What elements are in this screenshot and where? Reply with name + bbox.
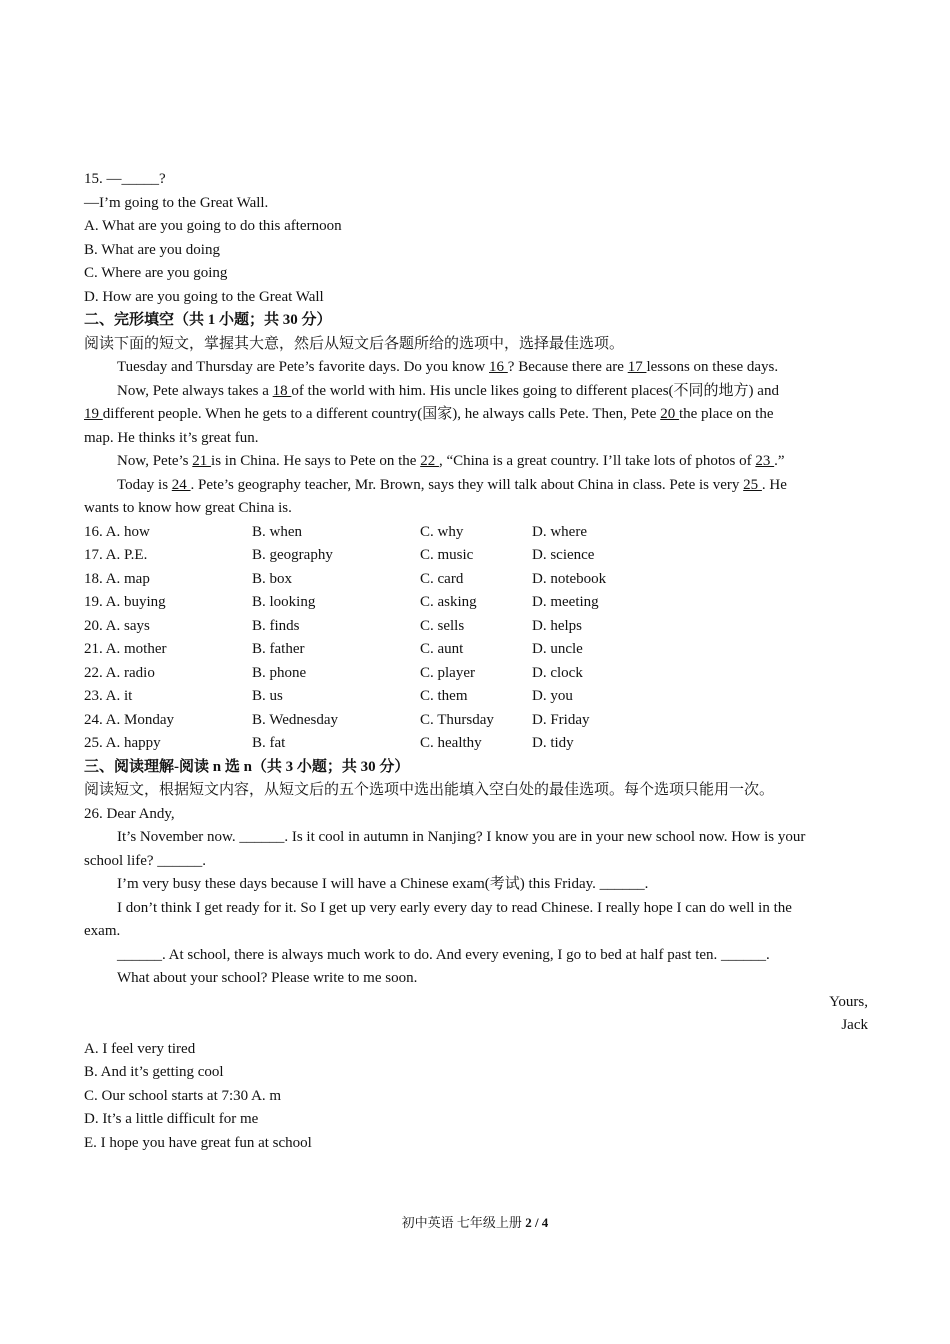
page-footer: 初中英语 七年级上册 2 / 4 xyxy=(401,1215,549,1230)
exam-page xyxy=(84,168,868,1155)
letter-line: exam. xyxy=(84,923,121,939)
letter-closing: Yours, xyxy=(829,993,868,1010)
section2-instruction: 阅读下面的短文，掌握其大意，然后从短文后各题所给的选项中，选择最佳选项。 xyxy=(84,335,625,352)
letter-greeting: 26. Dear Andy, xyxy=(84,805,175,822)
q15-question: 15. —_____? xyxy=(84,171,166,187)
option-row-17: 17. A. P.E. B. geography C. music D. science xyxy=(84,547,595,563)
option-row-21: 21. A. mother B. father C. aunt D. uncle xyxy=(84,641,583,657)
section3-title: 三、阅读理解-阅读 n 选 n（共 3 小题；共 30 分） xyxy=(84,758,410,775)
option-row-24: 24. A. Monday B. Wednesday C. Thursday D. Friday xyxy=(84,711,590,728)
letter-line: I don’t think I get ready for it. So I get up very early every day to read Chinese. I really hope I can do well in the xyxy=(117,899,792,916)
section3-instruction: 阅读短文，根据短文内容，从短文后的五个选项中选出能填入空白处的最佳选项。每个选项只能用一次。 xyxy=(84,782,775,798)
blank-18: 18 xyxy=(272,382,292,399)
letter-option-b: B. And it’s getting cool xyxy=(84,1064,224,1080)
page-number: 2 / 4 xyxy=(525,1215,549,1230)
letter-option-d: D. It’s a little difficult for me xyxy=(84,1111,259,1127)
q15-option-a: A. What are you going to do this afternoon xyxy=(84,218,342,234)
blank-23: 23 xyxy=(755,453,775,469)
q15-option-d: D. How are you going to the Great Wall xyxy=(84,288,324,305)
letter-line: What about your school? Please write to me soon. xyxy=(117,970,418,986)
letter-line: I’m very busy these days because I will have a Chinese exam(考试) this Friday. ______. xyxy=(117,876,649,892)
option-row-19: 19. A. buying B. looking C. asking D. meeting xyxy=(84,594,599,610)
blank-21: 21 xyxy=(192,453,212,469)
option-row-23: 23. A. it B. us C. them D. you xyxy=(84,688,573,704)
option-row-18: 18. A. map B. box C. card D. notebook xyxy=(84,570,607,587)
letter-signature: Jack xyxy=(841,1017,868,1033)
section2-title: 二、完形填空（共 1 小题；共 30 分） xyxy=(84,312,332,328)
option-row-25: 25. A. happy B. fat C. healthy D. tidy xyxy=(84,735,574,751)
blank-25: 25 xyxy=(743,476,762,493)
blank-22: 22 xyxy=(420,453,439,469)
letter-option-a: A. I feel very tired xyxy=(84,1040,196,1057)
blank-24: 24 xyxy=(171,476,191,493)
blank-20: 20 xyxy=(660,406,679,422)
option-row-22: 22. A. radio B. phone C. player D. clock xyxy=(84,664,583,681)
option-row-20: 20. A. says B. finds C. sells D. helps xyxy=(84,617,582,634)
letter-line: It’s November now. ______. Is it cool in autumn in Nanjing? I know you are in your new school now. How is your xyxy=(117,829,806,845)
passage-line: 19 different people. When he gets to a different country(国家), he always calls Pete. Then, Pete 20 the place on the xyxy=(84,406,774,422)
passage-line: Today is 24 . Pete’s geography teacher, Mr. Brown, says they will talk about China in class. Pete is very 25 . He xyxy=(117,476,787,493)
blank-16: 16 xyxy=(489,359,508,375)
letter-option-c: C. Our school starts at 7:30 A. m xyxy=(84,1087,282,1104)
passage-line: Tuesday and Thursday are Pete’s favorite days. Do you know 16 ? Because there are 17 lessons on these days. xyxy=(117,359,779,375)
blank-19: 19 xyxy=(84,406,103,422)
blank-17: 17 xyxy=(627,359,647,375)
passage-line: wants to know how great China is. xyxy=(84,500,292,516)
option-row-16: 16. A. how B. when C. why D. where xyxy=(84,523,587,540)
letter-line: ______. At school, there is always much work to do. And every evening, I go to bed at half past ten. ______. xyxy=(117,946,770,963)
passage-line: Now, Pete’s 21 is in China. He says to Pete on the 22 , “China is a great country. I’ll take lots of photos of 23 .” xyxy=(117,453,785,469)
passage-line: Now, Pete always takes a 18 of the world with him. His uncle likes going to different places(不同的地方) and xyxy=(117,382,779,399)
letter-line: school life? ______. xyxy=(84,852,207,869)
q15-answer: —I’m going to the Great Wall. xyxy=(84,194,269,211)
passage-line: map. He thinks it’s great fun. xyxy=(84,429,259,446)
cloze-options xyxy=(84,521,868,756)
q15-option-c: C. Where are you going xyxy=(84,265,228,281)
q15-option-b: B. What are you doing xyxy=(84,241,220,258)
letter-option-e: E. I hope you have great fun at school xyxy=(84,1134,312,1151)
